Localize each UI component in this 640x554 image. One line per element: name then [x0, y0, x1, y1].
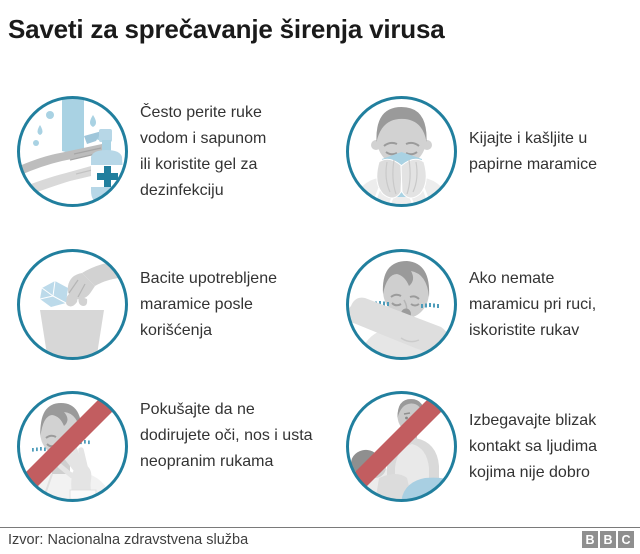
text-line: neopranim rukama	[140, 452, 274, 470]
tip-text-no-face-touch	[140, 397, 313, 475]
text-line: iskoristite rukav	[469, 321, 580, 339]
tip-tissue-sneeze	[320, 95, 640, 208]
tip-wash-hands	[0, 95, 320, 208]
text-line: Bacite upotrebljene	[140, 269, 277, 287]
text-line: Pokušajte da ne	[140, 400, 255, 418]
text-line: Često perite ruke	[140, 103, 262, 121]
bbc-logo-letter: B	[582, 531, 598, 548]
text-line: maramicu pri ruci,	[469, 295, 597, 313]
text-line: maramice posle	[140, 295, 253, 313]
tips-row-1	[0, 95, 640, 208]
tip-sleeve-sneeze	[320, 248, 640, 361]
wash-hands-icon	[16, 95, 129, 208]
bbc-logo-letter: C	[618, 531, 634, 548]
tips-row-3	[0, 390, 640, 503]
text-line: dodirujete oči, nos i usta	[140, 426, 313, 444]
tip-no-face-touch	[0, 390, 320, 503]
bbc-logo-letter: B	[600, 531, 616, 548]
text-line: kojima nije dobro	[469, 463, 590, 481]
text-line: vodom i sapunom	[140, 129, 267, 147]
source-credit: Izvor: Nacionalna zdravstvena služba	[8, 531, 249, 548]
bin-tissue-icon	[16, 248, 129, 361]
tissue-sneeze-icon	[345, 95, 458, 208]
tip-text-tissue-sneeze	[469, 126, 597, 178]
text-line: Ako nemate	[469, 269, 555, 287]
text-line: korišćenja	[140, 321, 213, 339]
bbc-logo	[582, 531, 634, 548]
text-line: papirne maramice	[469, 155, 598, 173]
sleeve-sneeze-icon	[345, 248, 458, 361]
text-line: dezinfekciju	[140, 181, 224, 199]
text-line: ili koristite gel za	[140, 155, 258, 173]
tip-text-wash-hands	[140, 100, 266, 204]
footer	[8, 531, 634, 548]
text-line: kontakt sa ljudima	[469, 437, 598, 455]
tips-row-2	[0, 248, 640, 361]
text-line: Izbegavajte blizak	[469, 411, 597, 429]
footer-divider	[0, 527, 640, 528]
page-title: Saveti za sprečavanje širenja virusa	[8, 14, 445, 44]
tip-avoid-contact	[320, 390, 640, 503]
tip-text-sleeve-sneeze	[469, 266, 596, 344]
tip-bin-tissue	[0, 248, 320, 361]
text-line: Kijajte i kašljite u	[469, 129, 588, 147]
avoid-contact-icon	[345, 390, 458, 503]
no-face-touch-icon	[16, 390, 129, 503]
tip-text-avoid-contact	[469, 408, 597, 486]
tip-text-bin-tissue	[140, 266, 277, 344]
